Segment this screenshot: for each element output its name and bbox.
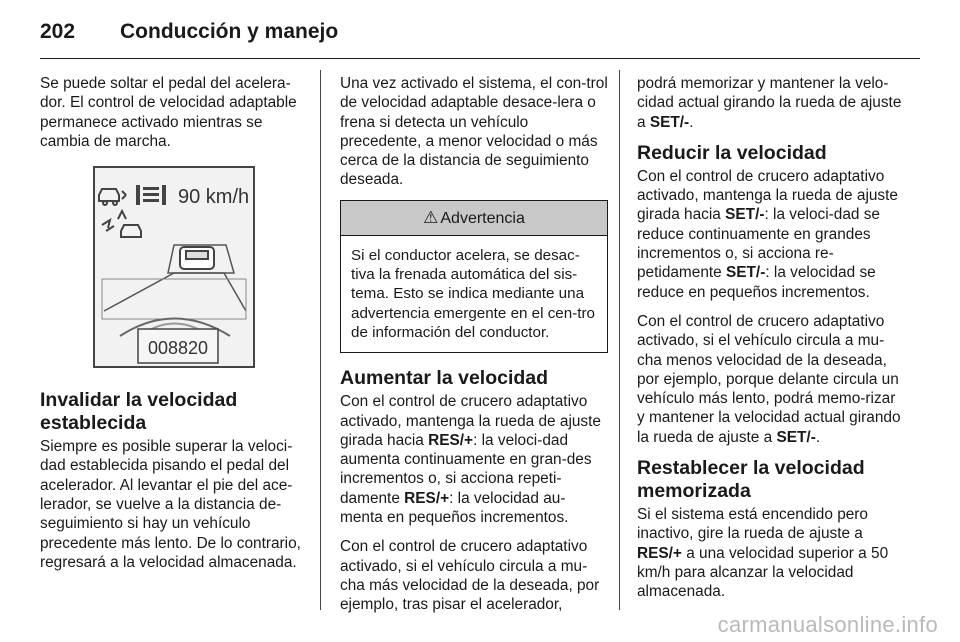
paragraph: podrá memorizar y mantener la velo-cidad actual girando la rueda de ajuste a SET/-.: [637, 75, 902, 131]
warning-header: [341, 201, 607, 236]
paragraph: Con el control de crucero adaptativo activado, si el vehículo circula a mu-cha más velocidad de la deseada, por ejemplo, tras pisar el acelerador,: [340, 538, 600, 614]
column-right: [637, 74, 905, 612]
speed-readout: 90 km/h: [178, 186, 250, 209]
section-heading: Reducir la velocidad: [637, 141, 827, 164]
paragraph: Con el control de crucero adaptativo activado, mantenga la rueda de ajuste girada hacia SET/-: la veloci-dad se reduce continuamente en grandes incrementos o, si acciona re-petidamente SET/-: la velocidad se reduce en pequeños incrementos.: [637, 167, 898, 301]
warning-triangle-icon: ⚠: [423, 207, 439, 227]
paragraph: Con el control de crucero adaptativo activado, mantenga la rueda de ajuste girada hacia RES/+: la veloci-dad aumenta continuamente en gran-des incrementos o, si acciona repeti-damente RES/+: la velocidad au-menta en pequeños incrementos.: [340, 393, 601, 527]
paragraph: Si el sistema está encendido pero inactivo, gire la rueda de ajuste a RES/+ a una velocidad superior a 50 km/h para alcanzar la velocidad almacenada.: [637, 506, 889, 601]
preceding-vehicle-icon: [180, 247, 214, 269]
page-header: [40, 10, 920, 59]
column-middle: [340, 74, 608, 625]
page-number: 202: [40, 20, 76, 43]
column-divider: [320, 70, 321, 610]
warning-box: [340, 200, 608, 353]
column-left: [40, 74, 308, 582]
paragraph: Siempre es posible superar la veloci-dad establecida pisando el pedal del acelerador. Al levantar el pie del ace-lerador, se vuelve a la distancia de-seguimiento si hay un vehículo precedente más lento. De lo contrario, regresará a la velocidad almacenada.: [40, 438, 301, 571]
cluster-display-illustration: [40, 161, 308, 371]
watermark: carmanualsonline.info: [717, 612, 938, 637]
page-title: Conducción y manejo: [120, 20, 339, 43]
warning-title: Advertencia: [440, 209, 525, 227]
driver-info-display-figure: [40, 161, 308, 371]
warning-text: Si el conductor acelera, se desac-tiva la frenada automática del sis-tema. Esto se indica mediante una advertencia emergente en el cen-tro de información del conductor.: [351, 246, 595, 341]
section-heading: Aumentar la velocidad: [340, 367, 549, 390]
section-heading: Invalidar la velocidad establecida: [40, 389, 238, 435]
paragraph: Una vez activado el sistema, el con-trol de velocidad adaptable desace-lera o frena si detecta un vehículo precedente, a menor velocidad o más cerca de la distancia de seguimiento deseada.: [340, 75, 608, 189]
paragraph: Con el control de crucero adaptativo activado, si el vehículo circula a mu-cha menos velocidad de la deseada, por ejemplo, porque delante circula un vehículo más lento, podrá memo-rizar y mantener la velocidad actual girando la rueda de ajuste a SET/-.: [637, 312, 901, 446]
column-divider: [619, 70, 620, 610]
odometer-readout: 008820: [147, 338, 209, 359]
paragraph: Se puede soltar el pedal del acelera-dor. El control de velocidad adaptable permanece activado mientras se cambia de marcha.: [40, 75, 297, 150]
section-heading: Restablecer la velocidad memorizada: [637, 457, 865, 503]
